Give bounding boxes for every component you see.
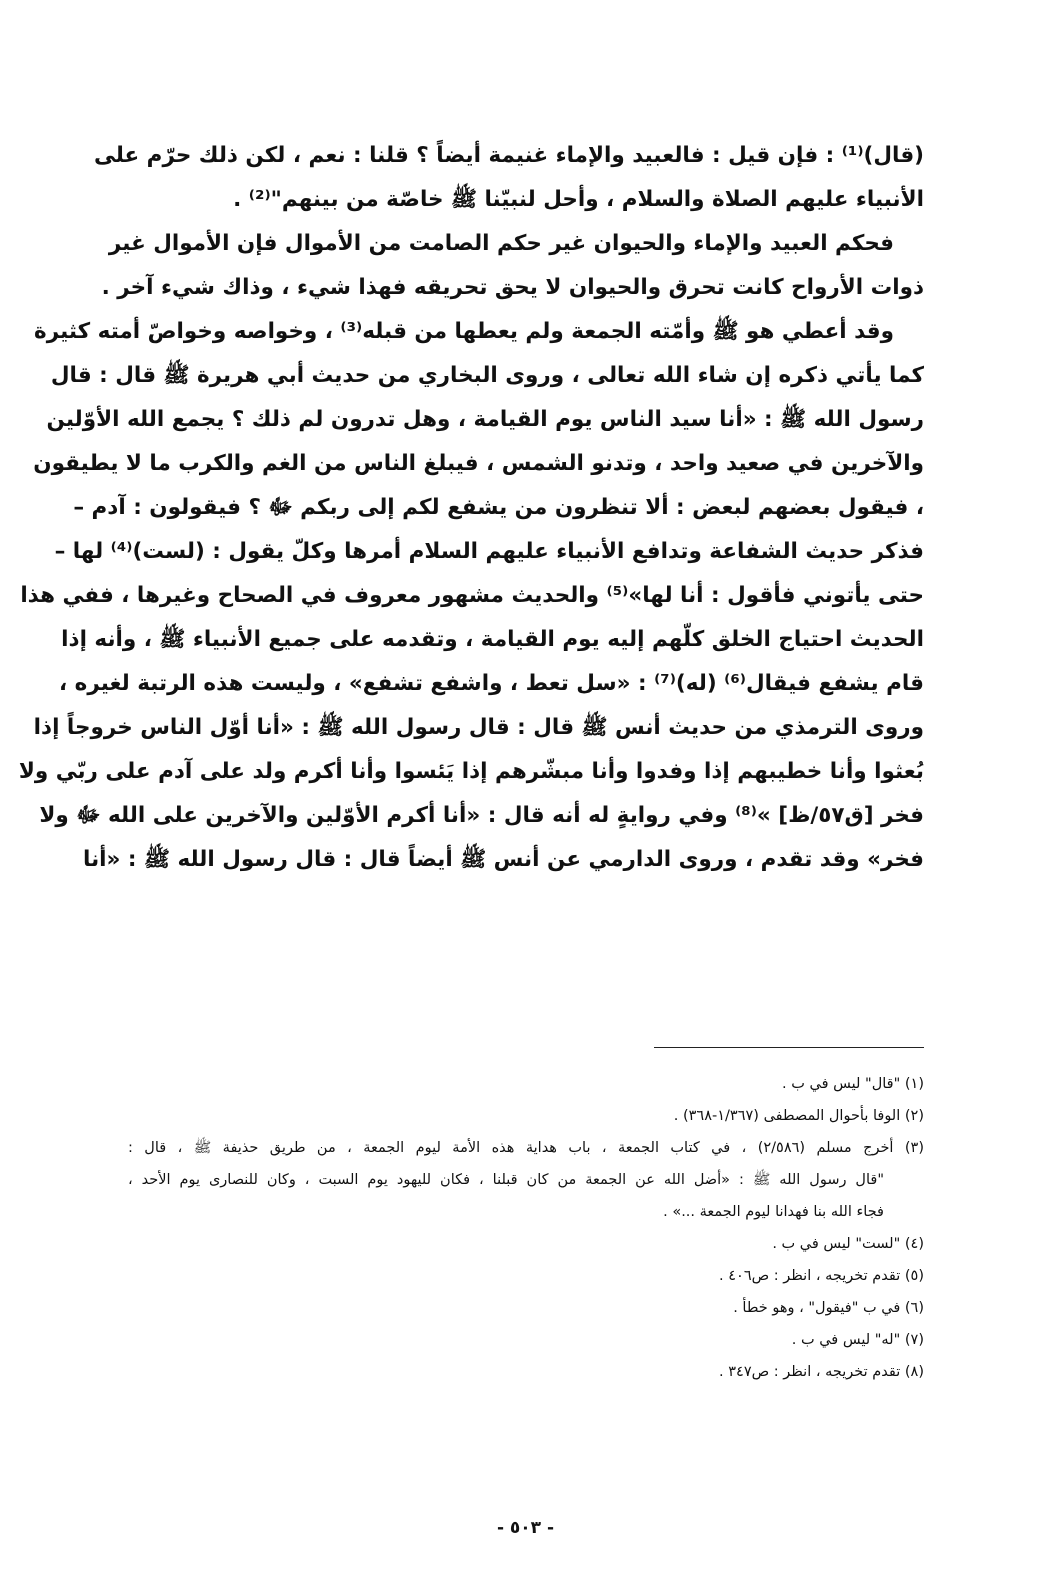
- body-line-9: ، فيقول بعضهم لبعض : ألا تنظرون من يشفع لكم إلى ربكم ﷻ ؟ فيقولون : آدم –: [73, 495, 924, 520]
- main-body-text: [18, 134, 924, 882]
- footnotes-section: [128, 1068, 924, 1388]
- footnote-2: (٢) الوفا بأحوال المصطفى (١/٣٦٧-٣٦٨) .: [673, 1108, 924, 1124]
- body-line-6: كما يأتي ذكره إن شاء الله تعالى ، وروى البخاري من حديث أبي هريرة ﷺ قال : قال: [50, 363, 924, 388]
- footnote-1: (١) "قال" ليس في ب .: [782, 1076, 924, 1092]
- body-line-16: فخر [ق٥٧/ظ] »⁽⁸⁾ وفي روايةٍ له أنه قال : «أنا أكرم الأوّلين والآخرين على الله ﷻ ولا: [39, 803, 924, 828]
- page-number: - ٥٠٣ -: [496, 1518, 555, 1538]
- body-line-17: فخر» وقد تقدم ، وروى الدارمي عن أنس ﷺ أيضاً قال : قال رسول الله ﷺ : «أنا: [83, 847, 924, 872]
- body-line-2: الأنبياء عليهم الصلاة والسلام ، وأحل لنبيّنا ﷺ خاصّة من بينهم"⁽²⁾ .: [233, 187, 924, 212]
- footnote-8: (٨) تقدم تخريجه ، انظر : ص٣٤٧ .: [719, 1364, 924, 1380]
- body-line-12: الحديث احتياج الخلق كلّهم إليه يوم القيامة ، وتقدمه على جميع الأنبياء ﷺ ، وأنه إذا: [61, 627, 924, 652]
- body-line-13: قام يشفع فيقال⁽⁶⁾ (له)⁽⁷⁾ : «سل تعط ، واشفع تشفع» ، وليست هذه الرتبة لغيره ،: [59, 671, 924, 696]
- footnote-3-end: فجاء الله بنا فهدانا ليوم الجمعة ...» .: [663, 1204, 884, 1220]
- footnote-6: (٦) في ب "فيقول" ، وهو خطأ .: [733, 1300, 924, 1316]
- body-line-5: وقد أعطي هو ﷺ وأمّته الجمعة ولم يعطها من قبله⁽³⁾ ، وخواصه وخواصّ أمته كثيرة: [34, 319, 894, 344]
- footnote-4: (٤) "لست" ليس في ب .: [772, 1236, 924, 1252]
- footnote-5: (٥) تقدم تخريجه ، انظر : ص٤٠٦ .: [719, 1268, 924, 1284]
- body-line-11: حتى يأتوني فأقول : أنا لها»⁽⁵⁾ والحديث مشهور معروف في الصحاح وغيرها ، ففي هذا: [20, 583, 924, 608]
- body-line-4: ذوات الأرواح كانت تحرق والحيوان لا يحق تحريقه فهذا شيء ، وذاك شيء آخر .: [101, 275, 924, 300]
- body-line-15: بُعثوا وأنا خطيبهم إذا وفدوا وأنا مبشّرهم إذا يَئسوا وأنا أكرم ولد على آدم على ربّي ولا: [18, 759, 924, 784]
- footnote-3-continued: "قال رسول الله ﷺ : «أضل الله عن الجمعة من كان قبلنا ، فكان لليهود يوم السبت ، وكان للنصارى يوم الأحد ،: [128, 1172, 884, 1188]
- body-line-7: رسول الله ﷺ : «أنا سيد الناس يوم القيامة ، وهل تدرون لم ذلك ؟ يجمع الله الأوّلين: [46, 407, 924, 432]
- footnote-divider: [654, 1047, 924, 1048]
- footnote-7: (٧) "له" ليس في ب .: [791, 1332, 924, 1348]
- body-line-1: (قال)⁽¹⁾ : فإن قيل : فالعبيد والإماء غنيمة أيضاً ؟ قلنا : نعم ، لكن ذلك حرّم على: [93, 143, 924, 168]
- body-line-10: فذكر حديث الشفاعة وتدافع الأنبياء عليهم السلام أمرها وكلّ يقول : (لست)⁽⁴⁾ لها –: [54, 539, 924, 564]
- body-line-3: فحكم العبيد والإماء والحيوان غير حكم الصامت من الأموال فإن الأموال غير: [108, 231, 894, 256]
- body-line-8: والآخرين في صعيد واحد ، وتدنو الشمس ، فيبلغ الناس من الغم والكرب ما لا يطيقون: [33, 451, 924, 476]
- body-line-14: وروى الترمذي من حديث أنس ﷺ قال : قال رسول الله ﷺ : «أنا أوّل الناس خروجاً إذا: [33, 715, 924, 740]
- footnote-3: (٣) أخرج مسلم (٢/٥٨٦) ، في كتاب الجمعة ، باب هداية هذه الأمة ليوم الجمعة ، من طريق حذيفة ﷺ ، قال :: [128, 1140, 924, 1156]
